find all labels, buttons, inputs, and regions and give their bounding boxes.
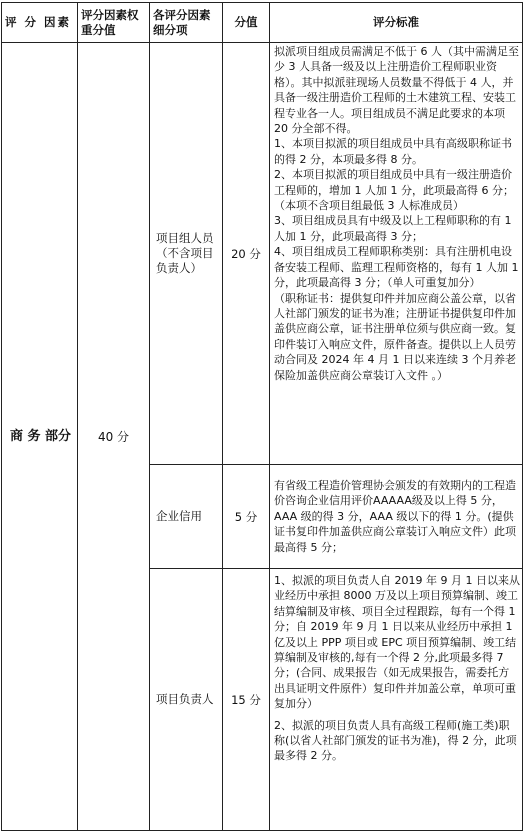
header-weight: 评分因素权重分值 [78,3,150,43]
standard-paragraph: 拟派项目组成员需满足不低于 6 人（其中需满足至少 3 人具备一级及以上注册造价工程师职业资格）。其中拟派驻现场人员数量不得低于 4 人，并具备一级注册造价工程师的土木建筑工程、安装工程专业各一人。项目组成员不满足此要求的本项 20 分全部不得。 [274,45,519,136]
header-subitem: 各评分因素细分项 [150,3,223,43]
score-credit: 5 分 [223,465,270,569]
standard-paragraph: 3、项目组成员具有中级及以上工程师职称的有 1 人加 1 分，此项最高得 3 分； [274,214,512,243]
subitem-team: 项目组人员（不含项目负责人） [150,43,223,465]
scoring-table [1,2,523,831]
header-standard: 评分标准 [270,3,523,43]
standard-leader [270,569,523,831]
subitem-credit: 企业信用 [150,465,223,569]
standard-paragraph: 2、本项目拟派的项目组成员中具有一级注册造价工程师的，增加 1 人加 1 分，此项最高得 6 分；（本项不含项目组最低 3 人标准成员） [274,168,514,213]
standard-team [270,43,523,465]
standard-paragraph: 1、本项目拟派的项目组成员中具有高级职称证书的得 2 分，本项最多得 8 分。 [274,137,512,166]
standard-paragraph: 有省级工程造价管理协会颁发的有效期内的工程造价咨询企业信用评价AAAAA级及以上得 5 分，AAA 级的得 3 分，AAA 级以下的得 1 分。(提供证书复印件加盖供应商公章装订入响应文件）此项最高得 5 分； [274,478,516,554]
section-name: 商 务 部分 [2,43,78,831]
table-row [2,43,523,465]
header-row [2,3,523,43]
score-team: 20 分 [223,43,270,465]
standard-credit [270,465,523,569]
header-factor: 评 分 因素 [2,3,78,43]
subitem-leader: 项目负责人 [150,569,223,831]
standard-paragraph: （职称证书：提供复印件并加应商公盖公章，以省人社部门颁发的证书为准；注册证书提供复印件加盖供应商公章，证书注册单位须与供应商一致。复印件装订入响应文件，原件备查。提供以上人员劳动合同及 2024 年 4 月 1 日以来连续 3 个月养老保险加盖供应商公章装订入文件 。） [274,291,516,382]
standard-paragraph: 4、项目组成员工程师职称类别：具有注册机电设备安装工程师、监理工程师资格的，每有 1 人加 1 分，此项最高得 3 分；（单人可重复加分） [274,245,519,290]
header-score: 分值 [223,3,270,43]
score-leader: 15 分 [223,569,270,831]
section-weight: 40 分 [78,43,150,831]
standard-paragraph: 1、拟派的项目负责人自 2019 年 9 月 1 日以来从业经历中承担 8000 万及以上项目预算编制、竣工结算编制及审核、项目全过程跟踪，每有一个得 1 分；自 2019 年 9 月 1 日以来从业经历中承担 1 亿及以上 PPP 项目或 EPC 项目预算编制、竣工结算编制及审核的,每有一个得 2 分,此项最多得 7分；(合同、成果报告（如无成果报告，需委托方出具证明文件原件）复印件并加盖公章，单项可重复加分） [274,574,520,711]
standard-paragraph: 2、拟派的项目负责人具有高级工程师(施工类)职称(以省人社部门颁发的证书为准)，得 2 分，此项最多得 2 分。 [274,718,517,763]
